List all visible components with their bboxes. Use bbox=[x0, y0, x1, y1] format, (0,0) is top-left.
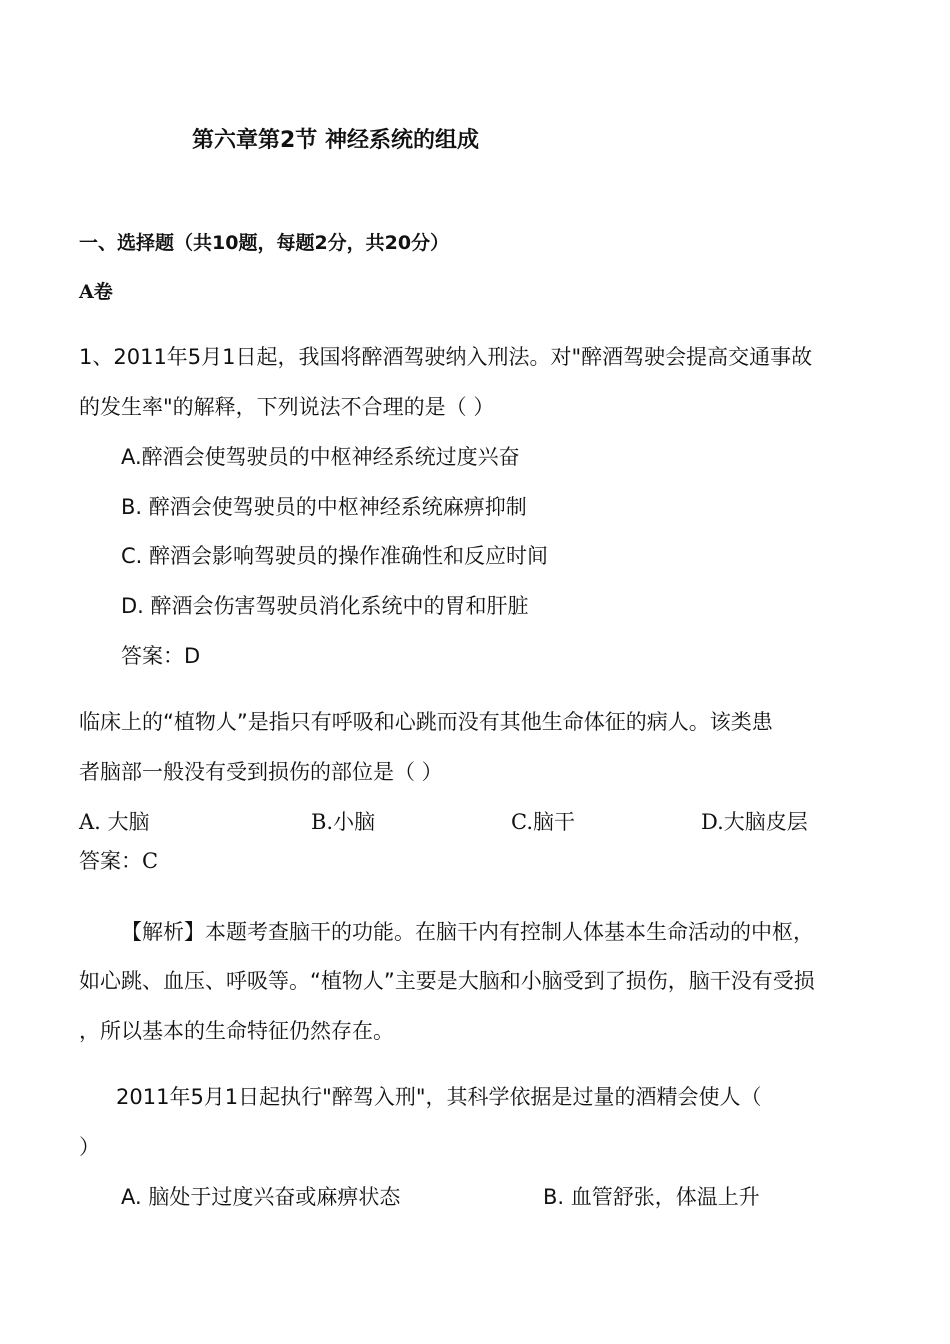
section-heading: 一、选择题（共10题，每题2分，共20分） bbox=[79, 232, 450, 254]
question-1-option-c: C. 醉酒会影响驾驶员的操作准确性和反应时间 bbox=[121, 544, 549, 568]
question-1-line-2: 的发生率"的解释，下列说法不合理的是（ ） bbox=[79, 395, 495, 419]
question-2-option-b: B.小脑 bbox=[311, 810, 376, 834]
question-2-analysis-line-2: 如心跳、血压、呼吸等。“植物人”主要是大脑和小脑受到了损伤，脑干没有受损 bbox=[79, 969, 815, 993]
question-2-answer: 答案：C bbox=[79, 849, 159, 873]
question-1-option-b: B. 醉酒会使驾驶员的中枢神经系统麻痹抑制 bbox=[121, 495, 527, 519]
question-1-answer: 答案：D bbox=[121, 644, 201, 668]
question-1-line-1: 1、2011年5月1日起，我国将醉酒驾驶纳入刑法。对"醉酒驾驶会提高交通事故 bbox=[79, 345, 813, 369]
question-2-analysis-line-1: 【解析】本题考查脑干的功能。在脑干内有控制人体基本生命活动的中枢， bbox=[121, 920, 814, 944]
question-1-option-a: A.醉酒会使驾驶员的中枢神经系统过度兴奋 bbox=[121, 445, 520, 469]
volume-label: A卷 bbox=[79, 281, 113, 303]
question-2-line-2: 者脑部一般没有受到损伤的部位是（ ） bbox=[79, 760, 443, 784]
question-2-analysis-line-3: ，所以基本的生命特征仍然存在。 bbox=[79, 1019, 394, 1043]
document-title: 第六章第2节 神经系统的组成 bbox=[192, 128, 479, 153]
question-3-line-2: ） bbox=[79, 1135, 100, 1159]
question-2-option-d: D.大脑皮层 bbox=[701, 810, 808, 834]
question-3-option-b: B. 血管舒张，体温上升 bbox=[543, 1185, 760, 1209]
question-1-option-d: D. 醉酒会伤害驾驶员消化系统中的胃和肝脏 bbox=[121, 594, 529, 618]
question-3-option-a: A. 脑处于过度兴奋或麻痹状态 bbox=[121, 1185, 401, 1209]
question-3-line-1: 2011年5月1日起执行"醉驾入刑"，其科学依据是过量的酒精会使人（ bbox=[116, 1085, 762, 1109]
question-2-option-a: A. 大脑 bbox=[79, 810, 150, 834]
question-2-option-c: C.脑干 bbox=[511, 810, 575, 834]
question-2-line-1: 临床上的“植物人”是指只有呼吸和心跳而没有其他生命体征的病人。该类患 bbox=[79, 710, 773, 734]
